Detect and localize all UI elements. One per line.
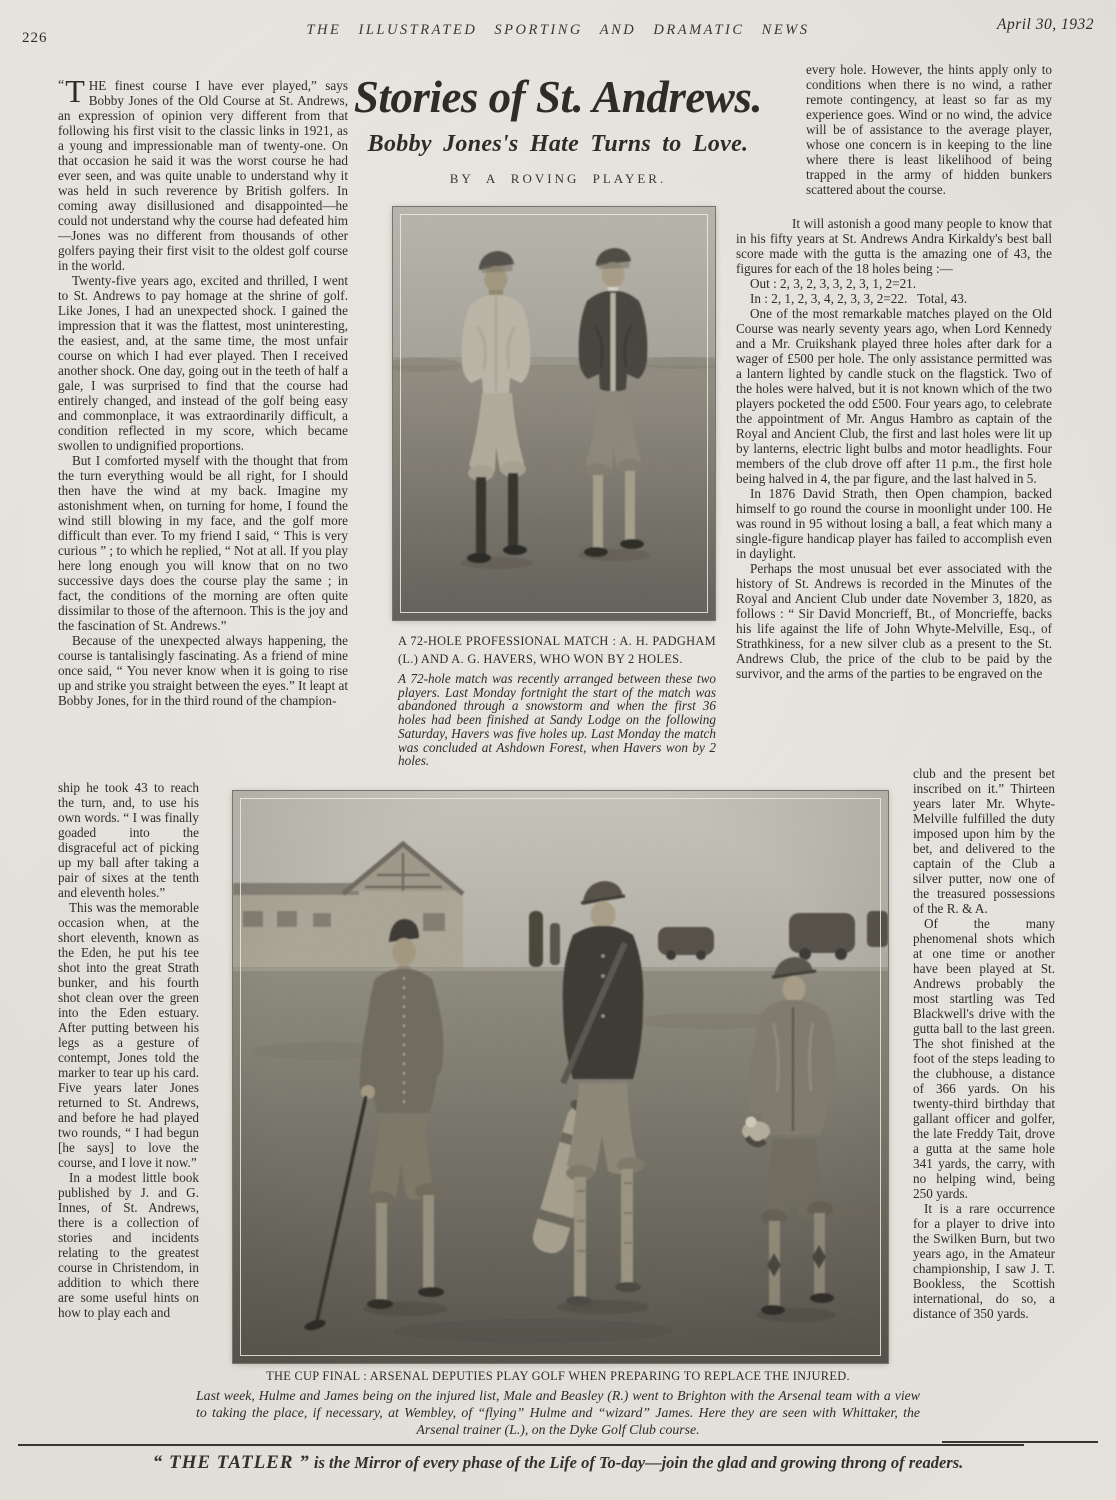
right-column-top [806,62,1052,197]
photo1-caption-heading: A 72-HOLE PROFESSIONAL MATCH : A. H. PADGHAM (L.) AND A. G. HAVERS, WHO WON BY 2 HOLES. [398,634,716,666]
footer-rule [18,1444,1024,1446]
photo1-caption [398,633,716,768]
issue-date: April 30, 1932 [997,16,1094,33]
photo2-caption-heading: THE CUP FINAL : ARSENAL DEPUTIES PLAY GOLF WHEN PREPARING TO REPLACE THE INJURED. [266,1369,850,1383]
article-paragraph: Because of the unexpected always happening, the course is tantalisingly fascinating. As a friend of mine once said, “ You never know when it is going to rise up and strike you straight between the eyes.” It leapt at Bobby Jones, for in the third round of the champion- [58,633,348,708]
article-paragraph: One of the most remarkable matches played on the Old Course was nearly seventy years ago, when Lord Kennedy and a Mr. Cruikshank played three holes after dark for a wager of £500 per hole. The only assistance permitted was a lantern lighted by candle stuck on the flagstick. Two of the holes were halved, but it is not known which of the two players pocketed the odd £500. Four years ago, to celebrate the appointment of Mr. Angus Hambro as captain of the Royal and Ancient Club, the first and last holes were lit up by lanterns, electric light bulbs and motor headlights. Four members of the club drove off after 11 p.m., the first hole being halved in 4, the par figure, and the last halved in 5. [736,306,1052,486]
footer-rule-right [942,1441,1098,1443]
score-in: In : 2, 1, 2, 3, 4, 2, 3, 3, 2=22. Total, 43. [750,291,968,306]
photo1-caption-body: A 72-hole match was recently arranged between these two players. Last Monday fortnight the start of the match was abandoned through a snowstorm and when the first 36 holes had been finished at Sandy Lodge on the following Saturday, Havers was five holes up. Last Monday the match was concluded at Ashdown Forest, when Havers won by 2 holes. [398,671,716,769]
left-column-lower [58,780,199,1320]
photo2-caption-body: Last week, Hulme and James being on the injured list, Male and Beasley (R.) went to Brighton with the Arsenal team with a view to taking the place, if necessary, at Wembley, of “flying” Hulme and “wizard” James. Here they are seen with Whittaker, the Arsenal trainer (L.), on the Dyke Golf Club course. [196,1388,920,1437]
headline-block [322,72,794,187]
article-paragraph: Perhaps the most unusual bet ever associated with the history of St. Andrews is recorded in the Minutes of the Royal and Ancient Club under date November 3, 1820, as follows : “ Sir David Moncrieff, Bt., of Moncrieffe, backs his life against the life of John Whyte-Melville, Esq., of Strathkiness, for a new silver club as a present to the St. Andrews Club, the price of the club to be paid by the survivor, and the arms of the parties to be engraved on the [736,561,1052,681]
photo-padgham-havers-illustration [393,207,715,620]
footer-tagline-rest: is the Mirror of every phase of the Life of To-day—join the glad and growing throng of readers. [309,1453,964,1472]
page-number: 226 [22,30,48,46]
article-paragraph: This was the memorable occasion when, at the short eleventh, known as the Eden, he put his tee shot into the great Strath bunker, and his fourth shot clean over the green into the Eden estuary. After putting between his legs as a gesture of contempt, Jones told the marker to tear up his card. Five years later Jones returned to St. Andrews, and before he had played two rounds, “ I had begun [he says] to love the course, and I love it now.” [58,900,199,1170]
right-column-lower [913,766,1055,1321]
footer-tagline [0,1452,1116,1474]
photo-arsenal-deputies-illustration [233,791,888,1363]
article-paragraph: “ T HE finest course I have ever played,” says Bobby Jones of the Old Course at St. Andrews, an expression of opinion very different from that following his first visit to the classic links in 1921, as a young and impressionable man of twenty-one. On that occasion he said it was the worst course he had ever seen, and was quite unable to understand why it was held in such reverence by British golfers. In coming away disillusioned and disappointed—he could not understand why the course had defeated him—Jones was no different from thousands of other golfers paying their first visit to the oldest golf course in the world. [58,73,348,273]
article-paragraph: In 1876 David Strath, then Open champion, backed himself to go round the course in moonlight under 100. He was round in 95 without losing a ball, a feat which many a single-figure handicap player has failed to accomplish even in daylight. [736,486,1052,561]
photo2-caption [196,1368,920,1438]
article-paragraph: Twenty-five years ago, excited and thrilled, I went to St. Andrews to pay homage at the shrine of golf. Like Jones, I had an unexpected shock. I gained the impression that it was the flattest, most uninteresting, the easiest, and, at the same time, the most unfair course on which I had ever played. Then I received another shock. One day, going out in the teeth of half a gale, I was surprised to find that the course had entirely changed, and instead of the golf being easy and commonplace, it was extraordinarily difficult, a condition reflected in my score, which became swollen to undignified proportions. [58,273,348,453]
article-byline: BY A ROVING PLAYER. [449,171,667,186]
left-column-upper [58,73,348,708]
article-paragraph: Of the many phenomenal shots which at one time or another have been played at St. Andrews probably the most startling was Ted Blackwell's drive with the gutta ball to the last green. The shot finished at the foot of the steps leading to the clubhouse, a distance of 366 yards. On his twenty-third birthday that gallant officer and golfer, the late Freddy Tait, drove a gutta at the same hole 341 yards, the carry, with no helping wind, being 250 yards. [913,916,1055,1201]
article-paragraph: club and the present bet inscribed on it.” Thirteen years later Mr. Whyte-Melville fulfilled the duty imposed upon him by the bet, and delivered to the captain of the Club a silver putter, now one of the treasured possessions of the R. & A. [913,766,1055,916]
photo-padgham-havers [393,207,715,620]
article-paragraph: But I comforted myself with the thought that from the turn everything would be all right, for I should then have the wind at my back. Imagine my astonishment when, on turning for home, I found the wind still blowing in my face, and the golf more difficult than ever. To my friend I said, “ This is very curious ” ; to which he replied, “ Not at all. If you play here long enough you will know that on no two successive days does the course play the same ; in fact, the conditions of the morning are often quite dissimilar to those of the afternoon. This is the joy and the fascination of St. Andrews.” [58,453,348,633]
article-paragraph: every hole. However, the hints apply only to conditions when there is no wind, a rather remote contingency, at least so far as my experience goes. Wind or no wind, the advice will be of assistance to the average player, whose one concern is in keeping to the line where there is least likelihood of being trapped in the army of hidden bunkers scattered about the course. [806,62,1052,197]
photo-arsenal-deputies [233,791,888,1363]
article-subtitle: Bobby Jones's Hate Turns to Love. [367,131,749,157]
article-paragraph: It is a rare occurrence for a player to drive into the Swilken Burn, but two years ago, in the Amateur championship, I saw J. T. Bookless, the Scottish international, do so, a distance of 350 yards. [913,1201,1055,1321]
footer-tagline-lead: “ THE TATLER ” [152,1452,310,1473]
dropcap: “ T [58,73,85,109]
score-out: Out : 2, 3, 2, 3, 3, 2, 3, 1, 2=21. [750,276,917,291]
right-column-middle [736,216,1052,681]
masthead: THE ILLUSTRATED SPORTING AND DRAMATIC NEWS [306,22,810,38]
score-lines [736,276,1052,306]
article-paragraph: In a modest little book published by J. and G. Innes, of St. Andrews, there is a collection of stories and incidents relating to the greatest course in Christendom, in addition to which there are some useful hints on how to play each and [58,1170,199,1320]
article-paragraph: ship he took 43 to reach the turn, and, to use his own words. “ I was finally goaded into the disgraceful act of picking up my ball after taking a pair of sixes at the tenth and eleventh holes.” [58,780,199,900]
article-paragraph: It will astonish a good many people to know that in his fifty years at St. Andrews Andra Kirkaldy's best ball score made with the gutta is the amazing one of 43, the figures for each of the 18 holes being :— [736,216,1052,276]
article-title: Stories of St. Andrews. [353,72,763,122]
